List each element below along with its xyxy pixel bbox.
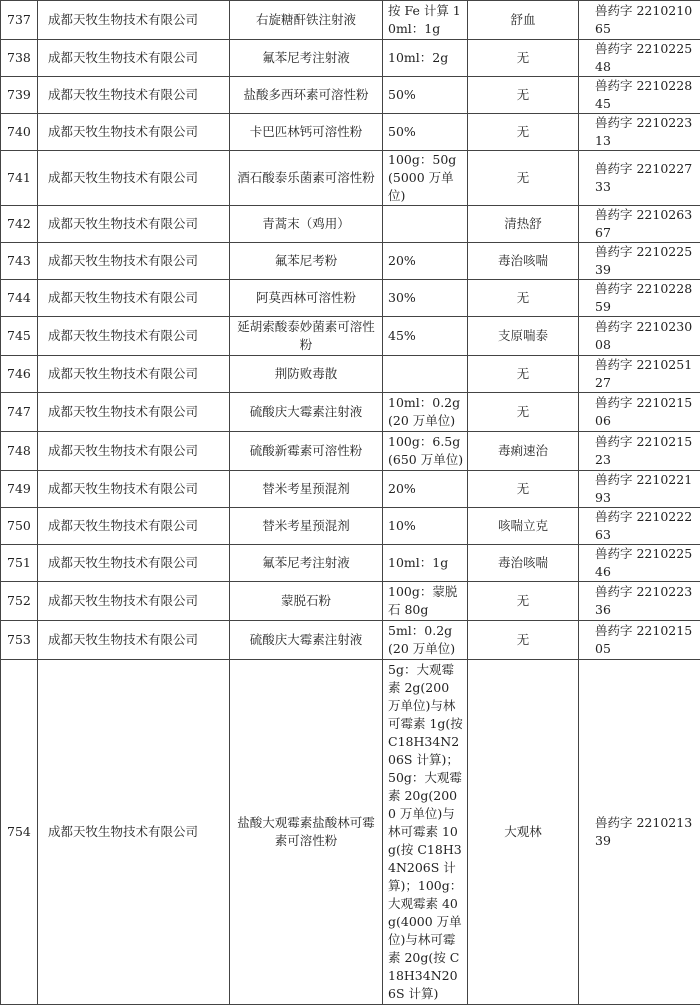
company-name-cell: 成都天牧生物技术有限公司	[38, 582, 230, 621]
table-row	[1, 151, 700, 206]
row-number-cell: 751	[1, 545, 38, 582]
product-name-cell: 替米考星预混剂	[230, 508, 383, 545]
table-row	[1, 393, 700, 432]
trade-name-cell: 毒痢速治	[468, 432, 579, 471]
row-number-cell: 753	[1, 621, 38, 660]
approval-number-cell: 兽药字 221022546	[579, 545, 700, 582]
row-number-cell: 741	[1, 151, 38, 206]
product-name-cell: 卡巴匹林钙可溶性粉	[230, 114, 383, 151]
row-number-cell: 752	[1, 582, 38, 621]
table-row	[1, 280, 700, 317]
specification-cell: 45%	[383, 317, 468, 356]
row-number-cell: 743	[1, 243, 38, 280]
company-name-cell: 成都天牧生物技术有限公司	[38, 1, 230, 40]
row-number-cell: 749	[1, 471, 38, 508]
product-name-cell: 硫酸庆大霉素注射液	[230, 621, 383, 660]
specification-cell: 50%	[383, 77, 468, 114]
specification-cell: 20%	[383, 243, 468, 280]
trade-name-cell: 大观林	[468, 660, 579, 1005]
trade-name-cell: 无	[468, 582, 579, 621]
row-number-cell: 740	[1, 114, 38, 151]
row-number-cell: 744	[1, 280, 38, 317]
product-name-cell: 硫酸新霉素可溶性粉	[230, 432, 383, 471]
product-name-cell: 硫酸庆大霉素注射液	[230, 393, 383, 432]
trade-name-cell: 无	[468, 356, 579, 393]
product-name-cell: 盐酸多西环素可溶性粉	[230, 77, 383, 114]
company-name-cell: 成都天牧生物技术有限公司	[38, 317, 230, 356]
specification-cell: 10ml：0.2g(20 万单位)	[383, 393, 468, 432]
specification-cell: 5g：大观霉素 2g(200 万单位)与林可霉素 1g(按 C18H34N206S 计算)；50g：大观霉素 20g(2000 万单位)与林可霉素 10g(按 C18H34N206S 计算)；100g：大观霉素 40g(4000 万单位)与林可霉素 20g(按 C18H34N206S 计算)	[383, 660, 468, 1005]
approval-number-cell: 兽药字 221021506	[579, 393, 700, 432]
table-body	[1, 1, 700, 1005]
row-number-cell: 747	[1, 393, 38, 432]
specification-cell	[383, 206, 468, 243]
trade-name-cell: 无	[468, 471, 579, 508]
table-row	[1, 582, 700, 621]
specification-cell: 30%	[383, 280, 468, 317]
approval-number-cell: 兽药字 221023008	[579, 317, 700, 356]
company-name-cell: 成都天牧生物技术有限公司	[38, 206, 230, 243]
product-name-cell: 盐酸大观霉素盐酸林可霉素可溶性粉	[230, 660, 383, 1005]
row-number-cell: 746	[1, 356, 38, 393]
approval-number-cell: 兽药字 221022733	[579, 151, 700, 206]
company-name-cell: 成都天牧生物技术有限公司	[38, 151, 230, 206]
approval-number-cell: 兽药字 221026367	[579, 206, 700, 243]
table-row	[1, 1, 700, 40]
approval-number-cell: 兽药字 221021339	[579, 660, 700, 1005]
table-row	[1, 545, 700, 582]
table-row	[1, 206, 700, 243]
company-name-cell: 成都天牧生物技术有限公司	[38, 432, 230, 471]
trade-name-cell: 毒治咳喘	[468, 545, 579, 582]
specification-cell: 10ml：1g	[383, 545, 468, 582]
trade-name-cell: 毒治咳喘	[468, 243, 579, 280]
table-row	[1, 77, 700, 114]
row-number-cell: 738	[1, 40, 38, 77]
product-name-cell: 荆防败毒散	[230, 356, 383, 393]
trade-name-cell: 舒血	[468, 1, 579, 40]
trade-name-cell: 无	[468, 621, 579, 660]
approval-number-cell: 兽药字 221022845	[579, 77, 700, 114]
product-name-cell: 氟苯尼考注射液	[230, 40, 383, 77]
company-name-cell: 成都天牧生物技术有限公司	[38, 660, 230, 1005]
table-row	[1, 432, 700, 471]
row-number-cell: 737	[1, 1, 38, 40]
approval-number-cell: 兽药字 221022859	[579, 280, 700, 317]
approval-number-cell: 兽药字 221022548	[579, 40, 700, 77]
specification-cell: 10ml：2g	[383, 40, 468, 77]
product-name-cell: 阿莫西林可溶性粉	[230, 280, 383, 317]
table-row	[1, 40, 700, 77]
product-name-cell: 酒石酸泰乐菌素可溶性粉	[230, 151, 383, 206]
company-name-cell: 成都天牧生物技术有限公司	[38, 114, 230, 151]
approval-number-cell: 兽药字 221021505	[579, 621, 700, 660]
table-row	[1, 243, 700, 280]
specification-cell: 5ml：0.2g(20 万单位)	[383, 621, 468, 660]
approval-number-cell: 兽药字 221021523	[579, 432, 700, 471]
product-name-cell: 氟苯尼考粉	[230, 243, 383, 280]
row-number-cell: 745	[1, 317, 38, 356]
product-name-cell: 氟苯尼考注射液	[230, 545, 383, 582]
company-name-cell: 成都天牧生物技术有限公司	[38, 356, 230, 393]
specification-cell: 20%	[383, 471, 468, 508]
table-row	[1, 317, 700, 356]
company-name-cell: 成都天牧生物技术有限公司	[38, 40, 230, 77]
approval-number-cell: 兽药字 221021065	[579, 1, 700, 40]
table-row	[1, 471, 700, 508]
row-number-cell: 754	[1, 660, 38, 1005]
trade-name-cell: 无	[468, 151, 579, 206]
specification-cell: 10%	[383, 508, 468, 545]
row-number-cell: 739	[1, 77, 38, 114]
company-name-cell: 成都天牧生物技术有限公司	[38, 280, 230, 317]
company-name-cell: 成都天牧生物技术有限公司	[38, 393, 230, 432]
specification-cell: 100g：6.5g(650 万单位)	[383, 432, 468, 471]
company-name-cell: 成都天牧生物技术有限公司	[38, 545, 230, 582]
table-row	[1, 621, 700, 660]
table-row	[1, 356, 700, 393]
approval-number-cell: 兽药字 221022193	[579, 471, 700, 508]
company-name-cell: 成都天牧生物技术有限公司	[38, 77, 230, 114]
company-name-cell: 成都天牧生物技术有限公司	[38, 621, 230, 660]
specification-cell: 50%	[383, 114, 468, 151]
approval-number-cell: 兽药字 221022539	[579, 243, 700, 280]
company-name-cell: 成都天牧生物技术有限公司	[38, 243, 230, 280]
trade-name-cell: 无	[468, 280, 579, 317]
product-name-cell: 右旋糖酐铁注射液	[230, 1, 383, 40]
row-number-cell: 742	[1, 206, 38, 243]
trade-name-cell: 无	[468, 77, 579, 114]
trade-name-cell: 支原喘泰	[468, 317, 579, 356]
approval-number-cell: 兽药字 221025127	[579, 356, 700, 393]
product-name-cell: 延胡索酸泰妙菌素可溶性粉	[230, 317, 383, 356]
trade-name-cell: 咳喘立克	[468, 508, 579, 545]
product-name-cell: 替米考星预混剂	[230, 471, 383, 508]
product-name-cell: 青蒿末（鸡用）	[230, 206, 383, 243]
product-name-cell: 蒙脱石粉	[230, 582, 383, 621]
trade-name-cell: 清热舒	[468, 206, 579, 243]
trade-name-cell: 无	[468, 393, 579, 432]
table-row	[1, 660, 700, 1005]
company-name-cell: 成都天牧生物技术有限公司	[38, 471, 230, 508]
approval-number-cell: 兽药字 221022336	[579, 582, 700, 621]
specification-cell: 100g：50g(5000 万单位)	[383, 151, 468, 206]
trade-name-cell: 无	[468, 40, 579, 77]
row-number-cell: 748	[1, 432, 38, 471]
approval-number-cell: 兽药字 221022313	[579, 114, 700, 151]
trade-name-cell: 无	[468, 114, 579, 151]
table-row	[1, 508, 700, 545]
row-number-cell: 750	[1, 508, 38, 545]
table-row	[1, 114, 700, 151]
company-name-cell: 成都天牧生物技术有限公司	[38, 508, 230, 545]
approval-number-cell: 兽药字 221022263	[579, 508, 700, 545]
specification-cell: 100g：蒙脱石 80g	[383, 582, 468, 621]
specification-cell: 按 Fe 计算 10ml：1g	[383, 1, 468, 40]
specification-cell	[383, 356, 468, 393]
